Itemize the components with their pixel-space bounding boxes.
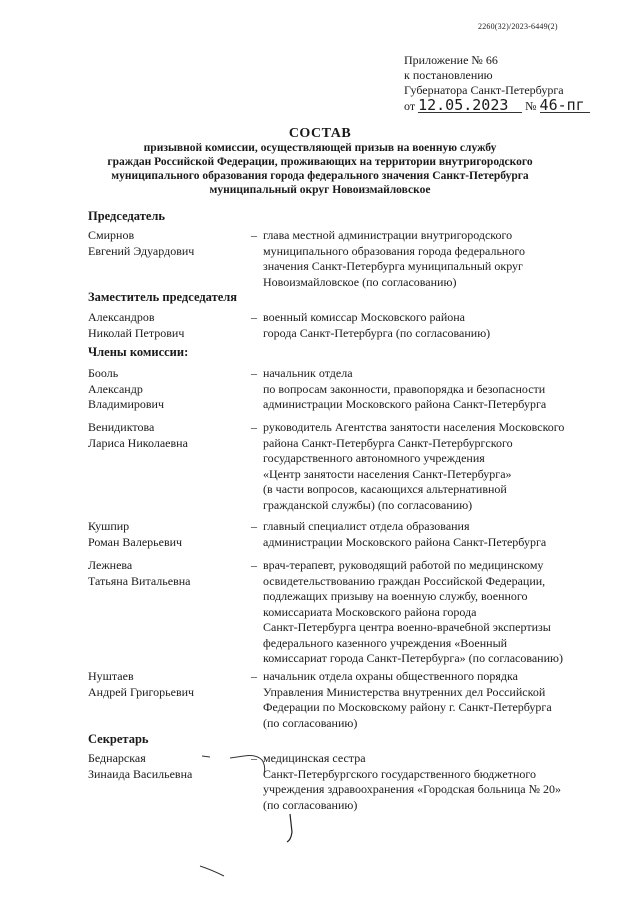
role-line: комиссариат города Санкт-Петербурга» (по согласованию): [263, 651, 563, 665]
name-line: Беднарская: [88, 751, 146, 765]
number-prefix: №: [525, 99, 537, 113]
document-registration-number: 2260(32)/2023-6449(2): [478, 22, 558, 31]
role-line: значения Санкт-Петербурга муниципальный округ: [263, 259, 523, 273]
role-line: Федерации по Московскому району г. Санкт-Петербурга: [263, 700, 552, 714]
name-line: Александров: [88, 310, 155, 324]
appendix-line-1: Приложение № 66: [404, 53, 498, 67]
name-line: Николай Петрович: [88, 325, 185, 340]
role-line: медицинская сестра: [263, 751, 366, 765]
name-line: Владимирович: [88, 397, 164, 411]
member-role: [263, 519, 608, 550]
role-line: государственного автономного учреждения: [263, 451, 485, 465]
separator-dash: –: [251, 669, 257, 683]
member-name: [88, 420, 248, 451]
separator-dash: –: [251, 751, 257, 765]
name-line: Нуштаев: [88, 669, 134, 683]
name-line: Татьяна Витальевна: [88, 573, 191, 588]
role-line: района Санкт-Петербурга Санкт-Петербургского: [263, 435, 513, 450]
name-line: Евгений Эдуардович: [88, 243, 195, 258]
separator-dash: –: [251, 228, 257, 242]
separator-dash: –: [251, 366, 257, 380]
decree-date: 12.05.2023: [418, 98, 522, 113]
name-line: Лариса Николаевна: [88, 435, 188, 450]
name-line: Бооль: [88, 366, 119, 380]
role-line: администрации Московского района Санкт-Петербурга: [263, 534, 547, 549]
role-line: муниципального образования города федерального: [263, 243, 525, 258]
role-line: федерального казенного учреждения «Военный: [263, 635, 508, 650]
separator-dash: –: [251, 558, 257, 572]
section-members: Члены комиссии:: [88, 345, 189, 359]
name-line: Зинаида Васильевна: [88, 766, 193, 781]
subtitle-line: муниципальный округ Новоизмайловское: [209, 184, 431, 196]
member-role: [263, 420, 608, 513]
separator-dash: –: [251, 310, 257, 324]
separator-dash: –: [251, 420, 257, 434]
appendix-line-3: Губернатора Санкт-Петербурга: [404, 83, 564, 97]
role-line: начальник отдела: [263, 366, 353, 380]
name-line: Андрей Григорьевич: [88, 684, 195, 699]
subtitle-line: граждан Российской Федерации, проживающих на территории внутригородского: [107, 156, 533, 168]
member-name: [88, 558, 248, 589]
member-name: [88, 228, 248, 259]
member-name: [88, 310, 248, 341]
role-line: (в части вопросов, касающихся альтернативной: [263, 482, 507, 496]
member-name: [88, 669, 248, 700]
role-line: освидетельствованию граждан Российской Федерации,: [263, 573, 546, 588]
role-line: комиссариата Московского района города: [263, 604, 477, 619]
member-role: [263, 366, 608, 413]
member-name: [88, 519, 248, 550]
role-line: по вопросам законности, правопорядка и безопасности: [263, 381, 546, 396]
role-line: администрации Московского района Санкт-Петербурга: [263, 397, 547, 411]
role-line: гражданской службы) (по согласованию): [263, 497, 473, 512]
pen-mark-tick: [282, 812, 302, 848]
member-name: [88, 366, 248, 413]
date-prefix: от: [404, 99, 416, 113]
section-chairman: Председатель: [88, 209, 166, 223]
role-line: (по согласованию): [263, 797, 358, 812]
role-line: Новоизмайловское (по согласованию): [263, 274, 457, 289]
name-line: Венидиктова: [88, 420, 155, 434]
role-line: подлежащих призыву на военную службу, военного: [263, 589, 528, 603]
role-line: учреждения здравоохранения «Городская больница № 20»: [263, 782, 562, 796]
name-line: Смирнов: [88, 228, 135, 242]
appendix-line-2: к постановлению: [404, 68, 493, 82]
section-secretary: Секретарь: [88, 732, 149, 746]
role-line: руководитель Агентства занятости населения Московского: [263, 420, 565, 434]
subtitle-line: призывной комиссии, осуществляющей призыв на военную службу: [143, 142, 497, 154]
member-role: [263, 669, 608, 731]
role-line: главный специалист отдела образования: [263, 519, 470, 533]
role-line: Санкт-Петербургского государственного бюджетного: [263, 766, 537, 781]
role-line: «Центр занятости населения Санкт-Петербурга»: [263, 466, 512, 481]
member-role: [263, 751, 608, 813]
pen-mark-stroke: [198, 862, 238, 882]
name-line: Роман Валерьевич: [88, 534, 183, 549]
role-line: Санкт-Петербурга центра военно-врачебной экспертизы: [263, 620, 551, 634]
role-line: военный комиссар Московского района: [263, 310, 465, 324]
pen-mark-scribble: [200, 748, 280, 778]
subtitle-line: муниципального образования города федерального значения Санкт-Петербурга: [111, 170, 529, 182]
role-line: (по согласованию): [263, 715, 358, 730]
name-line: Кушпир: [88, 519, 130, 533]
appendix-date-line: [404, 98, 624, 114]
role-line: врач-терапевт, руководящий работой по медицинскому: [263, 558, 544, 572]
document-title: СОСТАВ: [288, 126, 352, 141]
name-line: Александр: [88, 381, 143, 396]
appendix-header: [404, 53, 624, 114]
member-role: [263, 310, 608, 341]
role-line: города Санкт-Петербурга (по согласованию): [263, 325, 491, 340]
member-role: [263, 228, 608, 290]
document-subtitle: [100, 141, 540, 197]
role-line: Управления Министерства внутренних дел Российской: [263, 684, 546, 699]
separator-dash: –: [251, 519, 257, 533]
section-deputy: Заместитель председателя: [88, 290, 238, 304]
role-line: глава местной администрации внутригородского: [263, 228, 513, 242]
name-line: Лежнева: [88, 558, 133, 572]
member-role: [263, 558, 608, 667]
role-line: начальник отдела охраны общественного порядка: [263, 669, 519, 683]
decree-number: 46-пг: [540, 98, 590, 113]
